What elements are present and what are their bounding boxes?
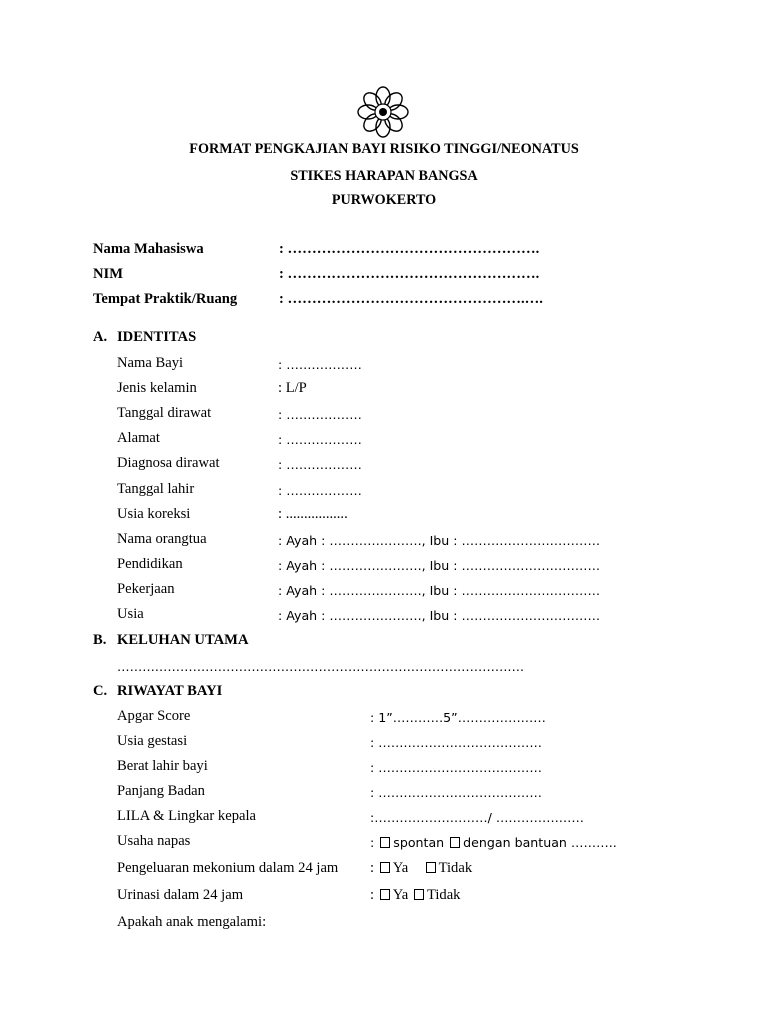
experience-question: Apakah anak mengalami: xyxy=(117,914,267,930)
parent-age-field[interactable]: : Ayah : …………………., Ibu : …………………………… xyxy=(278,608,601,623)
nim-label: NIM xyxy=(93,266,123,282)
birth-weight-field[interactable]: : ………………………………… xyxy=(370,760,542,775)
institution-name: STIKES HARAPAN BANGSA xyxy=(290,168,478,184)
urination-no-label: Tidak xyxy=(426,887,461,903)
education-field[interactable]: : Ayah : …………………., Ibu : …………………………… xyxy=(278,558,601,573)
section-c-number: C. xyxy=(93,683,108,699)
section-a-title: IDENTITAS xyxy=(117,329,197,345)
diagnosis-label: Diagnosa dirawat xyxy=(117,455,220,471)
body-length-field[interactable]: : ………………………………… xyxy=(370,785,542,800)
baby-name-field[interactable]: : ……………… xyxy=(278,357,362,372)
gestation-field[interactable]: : ………………………………… xyxy=(370,735,542,750)
meconium-options xyxy=(370,860,472,877)
gender-label: Jenis kelamin xyxy=(117,380,197,396)
assisted-label: dengan bantuan xyxy=(463,835,567,850)
urination-yes-checkbox[interactable] xyxy=(380,889,390,900)
section-b-number: B. xyxy=(93,632,107,648)
body-length-label: Panjang Badan xyxy=(117,783,205,799)
meconium-no-label: Tidak xyxy=(438,860,473,876)
practice-place-label: Tempat Praktik/Ruang xyxy=(93,291,238,307)
address-label: Alamat xyxy=(117,430,160,446)
gender-field[interactable]: : L/P xyxy=(278,380,307,396)
city-name: PURWOKERTO xyxy=(331,192,437,208)
meconium-yes-checkbox[interactable] xyxy=(380,862,390,873)
main-complaint-field[interactable]: ……………………………………………………………………………………. xyxy=(117,659,525,674)
spontan-checkbox[interactable] xyxy=(380,837,390,848)
lila-head-field[interactable]: :………………………/ ………………… xyxy=(370,810,584,825)
occupation-field[interactable]: : Ayah : …………………., Ibu : …………………………… xyxy=(278,583,601,598)
urination-no-checkbox[interactable] xyxy=(414,889,424,900)
section-a-heading xyxy=(93,329,196,346)
section-b-title: KELUHAN UTAMA xyxy=(117,632,249,648)
urination-options xyxy=(370,887,460,904)
admission-date-label: Tanggal dirawat xyxy=(117,405,212,421)
birth-date-field[interactable]: : ……………… xyxy=(278,483,362,498)
urination-colon: : xyxy=(370,887,375,903)
practice-place-field[interactable]: : ………………………………………….…. xyxy=(279,291,543,307)
breathing-label: Usaha napas xyxy=(117,833,191,849)
section-c-heading xyxy=(93,683,222,700)
occupation-label: Pekerjaan xyxy=(117,581,175,597)
flower-logo xyxy=(357,86,409,138)
parent-name-field[interactable]: : Ayah : …………………., Ibu : …………………………… xyxy=(278,533,601,548)
student-name-label: Nama Mahasiswa xyxy=(93,241,204,257)
urination-label: Urinasi dalam 24 jam xyxy=(117,887,244,903)
gestation-label: Usia gestasi xyxy=(117,733,188,749)
breathing-field[interactable]: ……….. xyxy=(570,835,617,850)
spontan-label: spontan xyxy=(393,835,445,850)
assisted-checkbox[interactable] xyxy=(450,837,460,848)
parent-name-label: Nama orangtua xyxy=(117,531,207,547)
section-c-title: RIWAYAT BAYI xyxy=(117,683,223,699)
lila-head-label: LILA & Lingkar kepala xyxy=(117,808,256,824)
urination-yes-label: Ya xyxy=(392,887,409,903)
parent-age-label: Usia xyxy=(117,606,144,622)
section-a-number: A. xyxy=(93,329,108,345)
address-field[interactable]: : ……………… xyxy=(278,432,362,447)
education-label: Pendidikan xyxy=(117,556,183,572)
nim-field[interactable]: : ……………………………………………. xyxy=(279,266,540,282)
corrected-age-label: Usia koreksi xyxy=(117,506,191,522)
apgar-label: Apgar Score xyxy=(117,708,191,724)
admission-date-field[interactable]: : ……………… xyxy=(278,407,362,422)
corrected-age-field[interactable]: : ................. xyxy=(278,506,348,522)
breathing-options xyxy=(370,835,617,850)
diagnosis-field[interactable]: : ……………… xyxy=(278,457,362,472)
baby-name-label: Nama Bayi xyxy=(117,355,184,371)
birth-weight-label: Berat lahir bayi xyxy=(117,758,208,774)
section-b-heading xyxy=(93,632,248,649)
birth-date-label: Tanggal lahir xyxy=(117,481,195,497)
document-title: FORMAT PENGKAJIAN BAYI RISIKO TINGGI/NEONATUS xyxy=(189,141,579,157)
meconium-label: Pengeluaran mekonium dalam 24 jam xyxy=(117,860,339,876)
student-name-field[interactable]: : ……………………………………………. xyxy=(279,241,540,257)
breathing-colon: : xyxy=(370,835,375,850)
apgar-field[interactable]: : 1”…………5”………………… xyxy=(370,710,546,725)
meconium-colon: : xyxy=(370,860,375,876)
meconium-yes-label: Ya xyxy=(392,860,409,876)
meconium-no-checkbox[interactable] xyxy=(426,862,436,873)
